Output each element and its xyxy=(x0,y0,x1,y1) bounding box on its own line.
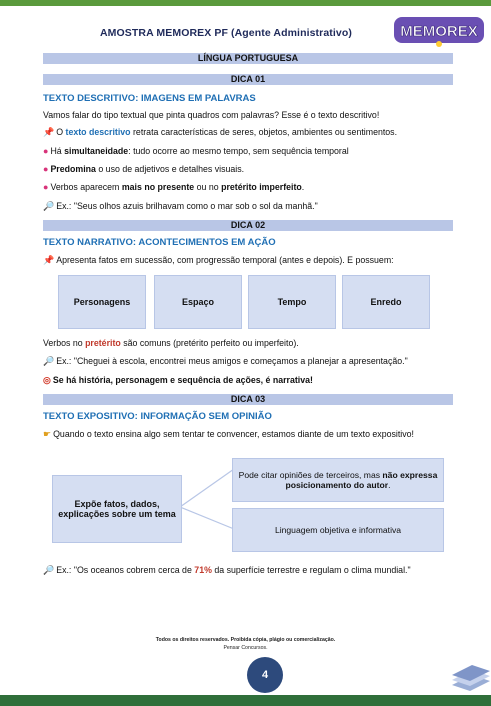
target-icon: ◎ xyxy=(43,375,51,385)
expositive-center-box: Expõe fatos, dados, explicações sobre um tema xyxy=(52,475,182,543)
magnifier-icon: 🔎 xyxy=(43,565,55,575)
svg-text:MEMOREX: MEMOREX xyxy=(400,23,478,40)
element-tempo: Tempo xyxy=(248,275,336,329)
memorex-logo xyxy=(393,14,485,48)
document-title: AMOSTRA MEMOREX PF (Agente Administrativo) xyxy=(100,27,352,39)
expositive-box-language: Linguagem objetiva e informativa xyxy=(232,508,444,552)
connector-lines xyxy=(180,465,234,545)
tip2-verbs: Verbos no pretérito são comuns (pretérito perfeito ou imperfeito). xyxy=(43,338,299,348)
element-espaco: Espaço xyxy=(154,275,242,329)
tip2-bar: DICA 02 xyxy=(43,220,453,231)
pointing-hand-icon: ☛ xyxy=(43,429,52,439)
element-enredo: Enredo xyxy=(342,275,430,329)
tip3-example: 🔎 Ex.: "Os oceanos cobrem cerca de 71% da superfície terrestre e regulam o clima mundial." xyxy=(43,565,411,575)
tip1-bullet-4: ● Verbos aparecem mais no presente ou no pretérito imperfeito. xyxy=(43,182,305,192)
pink-dot-icon: ● xyxy=(43,146,49,156)
books-icon xyxy=(448,663,491,695)
tip1-bullet-2: ● Há simultaneidade: tudo ocorre ao mesmo tempo, sem sequência temporal xyxy=(43,146,349,156)
tip1-intro: Vamos falar do tipo textual que pinta quadros com palavras? Esse é o texto descritivo! xyxy=(43,110,380,120)
pushpin-icon: 📌 xyxy=(43,255,55,265)
top-green-bar xyxy=(0,0,491,6)
element-personagens: Personagens xyxy=(58,275,146,329)
footer-rights: Todos os direitos reservados. Proibida cópia, plágio ou comercialização. xyxy=(155,637,336,643)
tip3-heading: TEXTO EXPOSITIVO: INFORMAÇÃO SEM OPINIÃO xyxy=(43,411,272,422)
tip3-intro: ☛ Quando o texto ensina algo sem tentar te convencer, estamos diante de um texto expositivo! xyxy=(43,429,414,439)
tip2-intro: 📌 Apresenta fatos em sucessão, com progressão temporal (antes e depois). E possuem: xyxy=(43,255,394,265)
subject-bar: LÍNGUA PORTUGUESA xyxy=(43,53,453,64)
tip1-bar: DICA 01 xyxy=(43,74,453,85)
tip1-example: 🔎 Ex.: "Seus olhos azuis brilhavam como o mar sob o sol da manhã." xyxy=(43,201,318,211)
footer-brand: Pensar Concursos. xyxy=(223,645,268,651)
magnifier-icon: 🔎 xyxy=(43,356,55,366)
tip2-heading: TEXTO NARRATIVO: ACONTECIMENTOS EM AÇÃO xyxy=(43,237,276,248)
pink-dot-icon: ● xyxy=(43,164,49,174)
tip3-bar: DICA 03 xyxy=(43,394,453,405)
pushpin-icon: 📌 xyxy=(43,127,55,137)
tip1-heading: TEXTO DESCRITIVO: IMAGENS EM PALAVRAS xyxy=(43,93,256,104)
tip1-bullet-3: ● Predomina o uso de adjetivos e detalhes visuais. xyxy=(43,164,245,174)
page-number: 4 xyxy=(247,657,283,693)
tip2-rule: ◎ Se há história, personagem e sequência de ações, é narrativa! xyxy=(43,375,313,385)
bottom-green-bar xyxy=(0,695,491,706)
pink-dot-icon: ● xyxy=(43,182,49,192)
magnifier-icon: 🔎 xyxy=(43,201,55,211)
tip1-bullet-1: 📌 O texto descritivo retrata características de seres, objetos, ambientes ou sentimentos. xyxy=(43,127,398,137)
tip2-example: 🔎 Ex.: "Cheguei à escola, encontrei meus amigos e começamos a planejar a apresentação." xyxy=(43,356,408,366)
expositive-box-opinions: Pode citar opiniões de terceiros, mas não expressa posicionamento do autor. xyxy=(232,458,444,502)
